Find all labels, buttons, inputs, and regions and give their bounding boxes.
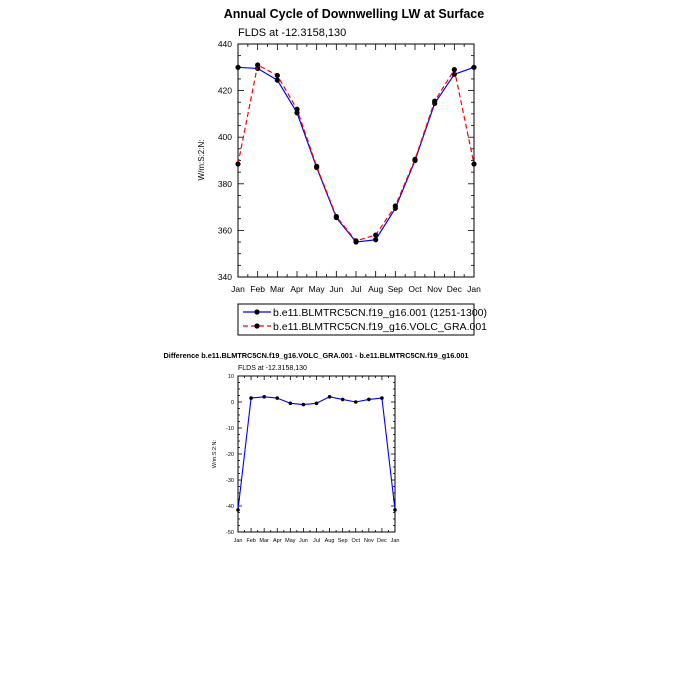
bottom-xtick-label: Feb — [246, 538, 256, 544]
bottom-chart — [164, 351, 469, 544]
bottom-series-0-point — [341, 398, 345, 402]
bottom-series-0-point — [328, 395, 332, 399]
bottom-ytick-label: -50 — [226, 529, 234, 536]
top-ytick-label: 360 — [217, 225, 232, 236]
top-chart-subtitle: FLDS at -12.3158,130 — [238, 27, 347, 39]
top-chart-series — [235, 62, 476, 244]
top-series-line-1 — [238, 65, 474, 241]
bottom-xtick-label: Jan — [233, 538, 243, 544]
bottom-xtick-label: Jul — [312, 538, 321, 544]
bottom-ytick-label: -10 — [226, 425, 234, 432]
top-xtick-label: Nov — [427, 284, 443, 294]
top-chart-title: Annual Cycle of Downwelling LW at Surface — [223, 7, 485, 21]
top-chart — [197, 7, 487, 335]
top-series-1-point — [334, 214, 339, 219]
bottom-chart-series — [236, 395, 397, 512]
top-series-1-point — [412, 157, 417, 162]
top-xtick-label: Apr — [290, 284, 304, 294]
bottom-series-0-point — [302, 403, 306, 407]
bottom-series-0-point — [249, 396, 253, 400]
bottom-chart-subtitle: FLDS at -12.3158,130 — [238, 365, 307, 372]
top-series-0-point — [373, 237, 378, 242]
top-xtick-label: Jan — [467, 284, 481, 294]
bottom-series-line-0 — [238, 397, 395, 510]
bottom-xtick-label: Jan — [390, 538, 400, 544]
legend-label-0: b.e11.BLMTRC5CN.f19_g16.001 (1251-1300) — [273, 307, 488, 319]
top-chart-legend — [238, 304, 487, 335]
bottom-series-0-point — [354, 400, 358, 404]
bottom-series-0-point — [289, 402, 293, 406]
top-series-1-point — [373, 232, 378, 237]
top-xtick-label: May — [308, 284, 325, 294]
bottom-ytick-label: 10 — [227, 373, 234, 380]
bottom-series-0-point — [393, 508, 397, 512]
bottom-xtick-label: Nov — [363, 538, 374, 544]
bottom-xtick-label: Jun — [298, 538, 308, 544]
top-series-1-point — [275, 73, 280, 78]
top-chart-ylabel: W/m:S:2:N: — [197, 139, 206, 181]
top-series-0-point — [235, 65, 240, 70]
bottom-series-0-point — [236, 508, 240, 512]
top-series-1-point — [452, 67, 457, 72]
bottom-xtick-label: Aug — [324, 538, 335, 544]
bottom-chart-ylabel: W/m:S:2:N: — [212, 439, 218, 469]
top-ytick-label: 400 — [217, 132, 232, 143]
top-xtick-label: Feb — [250, 284, 265, 294]
top-ytick-label: 420 — [217, 85, 232, 96]
top-xtick-label: Jul — [350, 284, 362, 294]
top-xtick-label: Mar — [270, 284, 285, 294]
top-series-1-point — [471, 161, 476, 166]
top-series-1-point — [235, 161, 240, 166]
top-series-1-point — [393, 203, 398, 208]
top-chart-axes — [218, 39, 481, 294]
top-xtick-label: Sep — [387, 284, 403, 294]
bottom-xtick-label: Oct — [351, 538, 361, 544]
legend-label-1: b.e11.BLMTRC5CN.f19_g16.VOLC_GRA.001 — [273, 321, 487, 333]
bottom-series-0-point — [275, 396, 279, 400]
bottom-series-0-point — [367, 398, 371, 402]
bottom-ytick-label: -20 — [226, 451, 234, 458]
legend-swatch-marker-1 — [254, 323, 259, 328]
bottom-series-0-point — [380, 396, 384, 400]
top-xtick-label: Dec — [446, 284, 462, 294]
bottom-series-0-point — [315, 402, 319, 406]
top-ytick-label: 380 — [217, 178, 232, 189]
top-ytick-label: 340 — [217, 271, 232, 282]
top-series-1-point — [314, 164, 319, 169]
top-series-1-point — [432, 98, 437, 103]
top-ytick-label: 440 — [217, 38, 232, 49]
top-xtick-label: Oct — [408, 284, 422, 294]
top-series-0-point — [471, 65, 476, 70]
bottom-xtick-label: Dec — [377, 538, 387, 544]
top-series-1-point — [294, 107, 299, 112]
bottom-chart-title: Difference b.e11.BLMTRC5CN.f19_g16.VOLC_GRA.001 - b.e11.BLMTRC5CN.f19_g16.001 — [163, 351, 469, 360]
legend-swatch-marker-0 — [254, 309, 259, 314]
bottom-xtick-label: Sep — [337, 538, 348, 544]
top-series-1-point — [255, 62, 260, 67]
top-series-1-point — [353, 238, 358, 243]
bottom-ytick-label: -40 — [226, 503, 234, 510]
bottom-xtick-label: Mar — [259, 538, 269, 544]
top-xtick-label: Jan — [231, 284, 245, 294]
top-xtick-label: Aug — [368, 284, 384, 294]
bottom-xtick-label: Apr — [272, 538, 282, 544]
bottom-ytick-label: -30 — [226, 477, 234, 484]
bottom-xtick-label: May — [285, 538, 296, 544]
bottom-series-0-point — [262, 395, 266, 399]
bottom-ytick-label: 0 — [230, 399, 234, 406]
top-series-0-point — [275, 78, 280, 83]
top-series-line-0 — [238, 67, 474, 242]
top-xtick-label: Jun — [329, 284, 344, 294]
